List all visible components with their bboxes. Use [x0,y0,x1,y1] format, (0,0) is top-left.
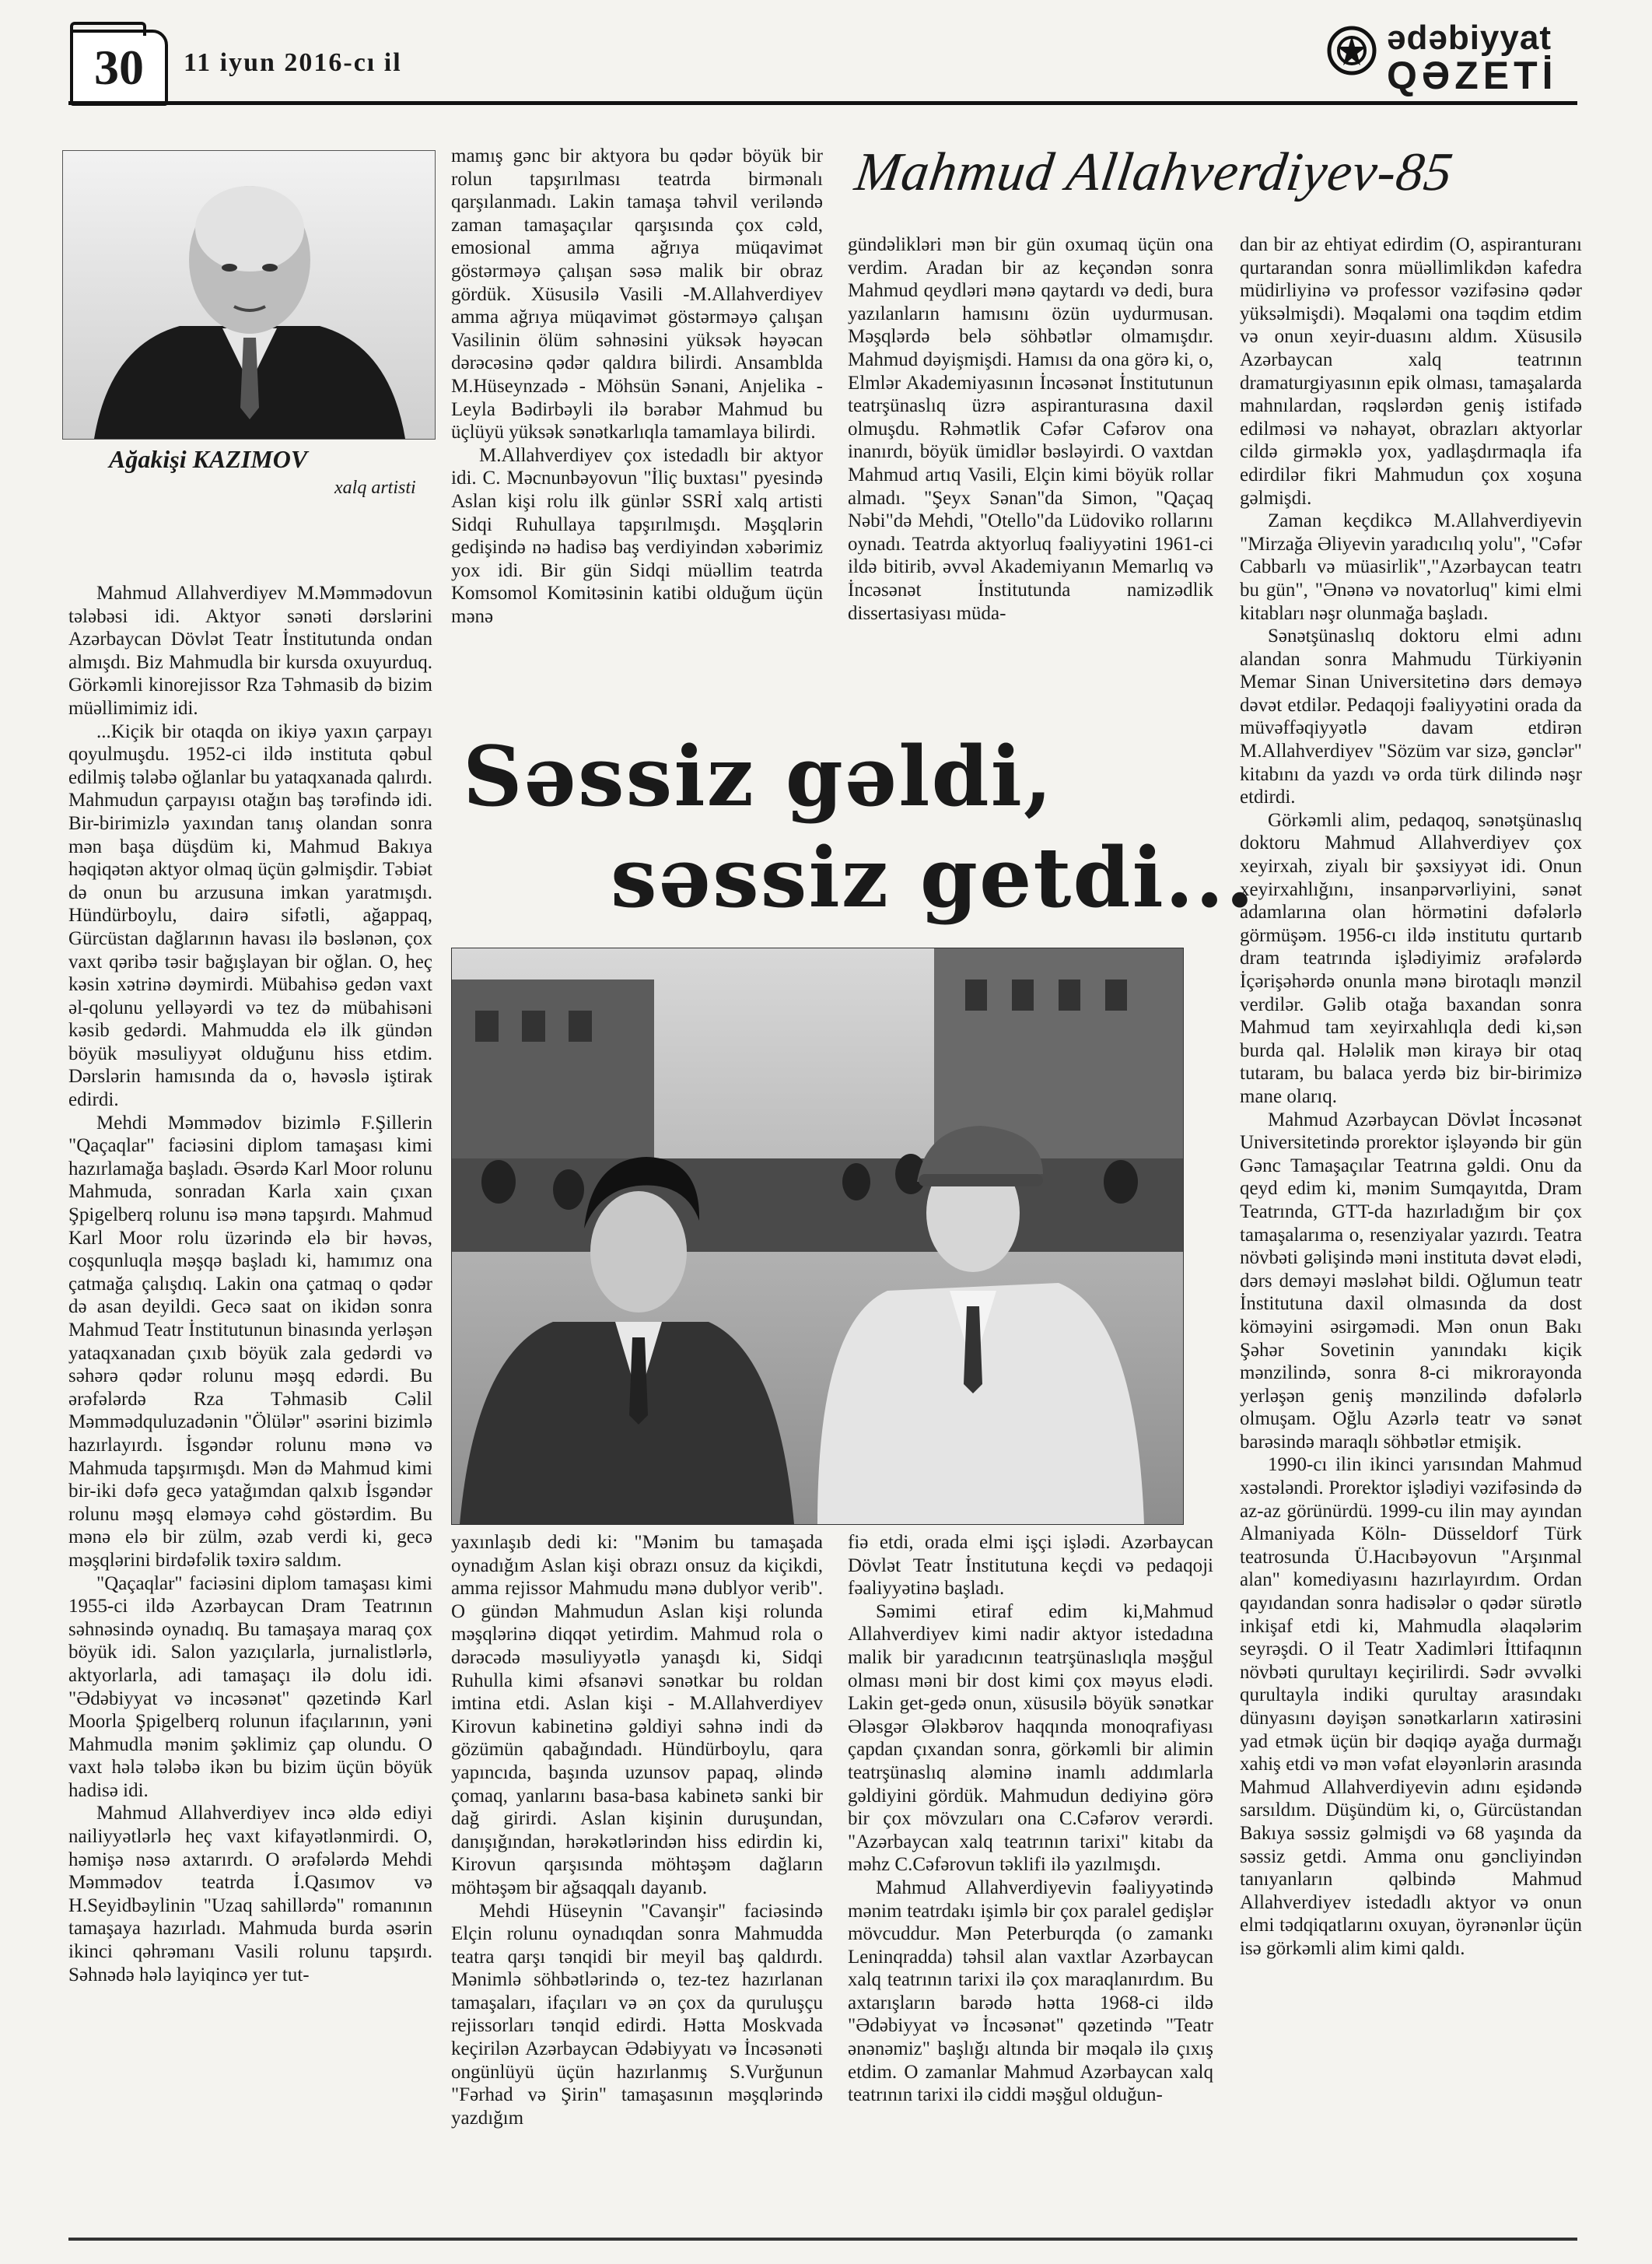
paragraph: mamış gənc bir aktyora bu qədər böyük bir rolun tapşırılması teatrda birmənalı qarşılanmadı. Lakin tamaşa təhvil veriləndə zaman tamaşaçılar qarşısında çox cəld, emosional amma ağrıya müqavimət göstərməyə çalışan səsə malik bir obraz gördük. Xüsusilə Vasili -M.Allahverdiyev amma ağrıya müqavimət göstərməyə çalışan Vasilinin ölüm səhnəsini yüksək həyəcan dərəcəsinə qədər qaldıra bilirdi. Ansamblda M.Hüseynzadə - Möhsün Sənani, Anjelika - Leyla Bədirbəyli ilə bərabər Mahmud bu üçlüyü yüksək sənətkarlıqla tamamlaya bilirdi. [451,145,823,443]
headline-line1: Səssiz gəldi, [463,727,1054,825]
logo-line2: QƏZETİ [1387,54,1558,97]
column-1 [68,582,432,1986]
paragraph: dan bir az ehtiyat edirdim (O, aspiranturanı qurtarandan sonra müəllimlikdən kafedra müdirliyinə və professor vəzifəsinə qədər yüksəlmişdi). Məqaləmi ona təqdim etdim və onun xeyir-duasını aldım. Xüsusilə Azərbaycan xalq teatrının dramaturgiyasının epik olması, tamaşalarda mahnılardan, rəqslərdən geniş istifadə edilməsi və nəhayət, obrazları aktyorlar cildə girməklə yox, yadlaşdırmaqla ifa edirdilər fikri Mahmudun çox xoşuna gəlmişdi. [1240,234,1582,509]
column-3-bottom [848,1531,1213,2107]
issue-date: 11 iyun 2016-cı il [184,48,402,77]
paragraph: Zaman keçdikcə M.Allahverdiyevin "Mirzağa Əliyevin yaradıcılıq yolu", "Cəfər Cabbarlı və müasirlik","Azərbaycan teatrı bu gün", "Ənənə və novatorluq" kimi elmi kitabları nəşr olunmağa başladı. [1240,510,1582,624]
logo-line1: ədəbiyyat [1387,19,1552,57]
column-3-top [848,233,1213,625]
paragraph: Mahmud Allahverdiyev M.Məmmədovun tələbəsi idi. Aktyor sənəti dərslərini Azərbaycan Dövlət Teatr İnstitutunda ondan almışdı. Biz Mahmudla bir kursda oxuyurduq. Görkəmli kinorejissor Rza Təhmasib də bizim müəllimimiz idi. [68,583,432,719]
paragraph: M.Allahverdiyev çox istedadlı bir aktyor idi. C. Məcnunbəyovun "İliç buxtası" pyesində Aslan kişi rolu ilk günlər SSRİ xalq artisti Sidqi Ruhullaya tapşırılmışdı. Məşqlərin gedişində nə hadisə baş verdiyindən xəbərimiz yox idi. Bir gün Sidqi müəllim teatrda Komsomol Komitəsinin katibi olduğum üçün mənə [451,444,823,627]
paragraph: Mehdi Məmmədov bizimlə F.Şillerin "Qaçaqlar" faciəsini diplom tamaşası kimi hazırlamağa başladı. Əsərdə Karl Moor rolunu Mahmuda, sonradan Karla xain çıxan Şpigelberq rolunu isə mənə tapşırdı. Mahmud Karl Moor rolu üzərində elə bir həvəs, coşqunluqla məşqə başladı ki, hamımız ona çatmağa çalışdıq. Lakin ona çatmaq o qədər də asan deyildi. Gecə saat on ikidən sonra Mahmud Teatr İnstitutunun binasında yerləşən yataqxanadan çıxıb böyük zala gedərdi və səhərə qədər rolunu məşq edərdi. Bu ərəfələrdə Rza Təhmasib Cəlil Məmmədquluzadənin "Ölülər" əsərini bizimlə hazırlayırdı. İsgəndər rolunu mənə və Mahmuda tapşırmışdı. Mən də Mahmud kimi bir-iki dəfə gecə yatağımdan qalxıb İsgəndər rolunu məşq eləməyə cəhd göstərdim. Bu mənə elə bir zülm, əzab verdi ki, gecə məşqlərini birdəfəlik təxirə saldım. [68,1112,432,1571]
bottom-rule [68,2238,1577,2241]
paragraph: ...Kiçik bir otaqda on ikiyə yaxın çarpayı qoyulmuşdu. 1952-ci ildə instituta qəbul edilmiş tələbə oğlanlar bu yataqxanada qalırdı. Mahmudun çarpayısı otağın baş tərəfində idi. Bir-birimizlə yaxından tanış olandan sonra mən başa düşdüm ki, Mahmud Bakıya həqiqətən aktyor olmaq üçün gəlmişdir. Təbiət də onun bu arzusuna imkan yaratmışdı. Hündürboylu, dairə sifətli, ağappaq, Gürcüstan dağlarının havası ilə bəslənən, çox vaxt qəribə təsir bağışlayan bir oğlan. O, heç kəsin xətrinə dəymirdi. Mübahisə gedən vaxt əl-qolunu yelləyərdi və tez də mübahisəni kəsib gedərdi. Mahmudda elə ilk gündən böyük məsuliyyət olduğunu hiss etdim. Dərslərin hamısında da o, həvəslə iştirak edirdi. [68,720,432,1111]
page-number [70,30,168,106]
paragraph: gündəlikləri mən bir gün oxumaq üçün ona verdim. Aradan bir az keçəndən sonra Mahmud qeydləri mənə qaytardı və dedi, bura yazılanların hamısını özün uydurmusan. Məşqlərdə belə söhbətlər olmamışdır. Mahmud dəyişmişdi. Hamısı da ona görə ki, o, Elmlər Akademiyasının İncəsənət İnstitutunun teatrşünaslıq üzrə aspiranturasına daxil olmuşdu. Rəhmətlik Cəfər Cəfərov ona inanırdı, böyük ümidlər bəsləyirdi. O vaxtdan Mahmud artıq Vasili, Elçin kimi böyük rollar almadı. "Şeyx Sənan"da Simon, "Qaçaq Nəbi"də Mehdi, "Otello"da Lüdoviko rollarını oynadı. Teatrda aktyorluq fəaliyyətini 1961-ci ildə bitirib, əvvəl Akademiyanın Memarlıq və İncəsənət İnstitutunda namizədlik dissertasiyası müda- [848,234,1213,624]
author-name: Ağakişi KAZIMOV [109,445,308,473]
author-role: xalq artisti [334,478,416,498]
paragraph: Mahmud Azərbaycan Dövlət İncəsənət Universitetində prorektor işləyəndə bir gün Gənc Tamaşaçılar Teatrına gəldi. Onu da qeyd edim ki, mənim Sumqayıtda, Dram Teatrında, GTT-da hazırladığım bir çox tamaşalarıma o, resenziyalar yazırdı. Teatra növbəti gəlişində məni institutа dəvət elədi, dərs deməyi məsləhət bildi. Oğlumun teatr İnstitutuna daxil olmasında da dost köməyini əsirgəmədi. Mən onun Bakı Şəhər Sovetinin yanındakı kiçik mənzilində, sonra 8-ci mikrorayonda yerləşən geniş mənzilində dəfələrlə olmuşam. Oğlu Azərlə teatr və sənət barəsində maraqlı söhbətlər etmişik. [1240,1109,1582,1453]
column-2-top [451,145,823,628]
paragraph: Səmimi etiraf edim ki,Mahmud Allahverdiyev kimi nadir aktyor istedadına malik bir yaradıcının teatrşünaslıqla məşğul olması məni bir dost kimi çox məyus elədi. Lakin get-gedə onun, xüsusilə böyük sənətkar Ələsgər Ələkbərov haqqında monoqrafiyası çapdan çıxandan sonra, görkəmli bir alimin teatrşünaslıq aləminə inamlı addımlarla gəldiyini gördük. Mahmudun dediyinə görə bir çox mövzuları ona C.Cəfərov verərdi. "Azərbaycan xalq teatrının tarixi" kitabı da məhz C.Cəfərovun təklifi ilə yazılmışdı. [848,1600,1213,1876]
header-rule [68,101,1577,105]
author-photo [62,150,436,440]
page-number-text: 30 [94,40,144,95]
paragraph: Mahmud Allahverdiyev incə əldə ediyi nailiyyətlərlə heç vaxt kifayətlənmirdi. O, həmişə nəsə axtarırdı. O ərəfələrdə Mehdi Məmmədov teatrda İ.Qasımov və H.Seyidbəylinin "Uzaq sahillərdə" romanının tamaşaya hazırladı. Mahmuda burda əsərin ikinci qəhrəmanı Vasili rolunu tapşırdı. Səhnədə hələ layiqincə yer tut- [68,1803,432,1985]
paragraph: fiə etdi, orada elmi işçi işlədi. Azərbaycan Dövlət Teatr İnstitutuna keçdi və pedaqoji fəaliyyətinə başladı. [848,1532,1213,1600]
paragraph: 1990-cı ilin ikinci yarısından Mahmud xəstələndi. Prorektor işlədiyi vəzifəsində də az-az görünürdü. 1999-cu ilin may ayından Almaniyada Köln- Düsseldorf Türk teatrosunda Ü.Hacıbəyovun "Arşınmal alan" komediyasını hazırlayırdım. Ordan qayıdandan sonra hadisələr o qədər sürətlə inkişaf etdi ki, Mahmudla əlaqələrim seyrəşdi. O il Teatr Xadimləri İttifaqının növbəti qurultayı keçirilirdi. Sədr əvvəlki qurultayla indiki qurultay arasındakı dünyasını dəyişən sənətkarların xatirəsini yad etmək üçün bir dəqiqə ayağa durmağı xahiş etdi və mən vəfat eləyənlərin arasında Mahmud Allahverdiyevin adını eşidəndə sarsıldım. Düşündüm ki, o, Gürcüstandan Bakıya səssiz gəlmişdi və 68 yaşında da səssiz getdi. Amma onu gəncliyindən tanıyanların qəlbində Mahmud Allahverdiyev istedadlı aktyor və onun elmi tədqiqatlarını oxuyan, öyrənənlər üçün isə görkəmli alim kimi qaldı. [1240,1454,1582,1959]
paragraph: Mahmud Allahverdiyevin fəaliyyətində mənim teatrdakı işimlə bir çox paralel gedişlər mövcuddur. Mən Peterburqda (o zamankı Leninqradda) təhsil alan vaxtlar Azərbaycan xalq teatrının tarixi ilə çox maraqlanırdım. Bu axtarışların barədə hətta 1968-ci ildə "Ədəbiyyat və İncəsənət" qəzetində "Teatr ənənəmiz" başlığı altında bir məqalə ilə çıxış etdim. O zamanlar Mahmud Azərbaycan xalq teatrının tarixi ilə ciddi məşğul olduğun- [848,1877,1213,2106]
column-2-bottom [451,1531,823,2129]
paragraph: Sənətşünaslıq doktoru elmi adını alandan sonra Mahmudu Türkiyənin Memar Sinan Universitetinə dərs deməyə dəvət etdilər. Pedaqoji fəaliyyətini orada da müvəffəqiyyətlə davam etdirən M.Allahverdiyev "Sözüm var sizə, gənclər" kitabını da yazdı və orda türk dilində nəşr etdirdi. [1240,626,1582,808]
newspaper-emblem-icon [1326,25,1377,76]
series-banner: Mahmud Allahverdiyev-85 [851,142,1457,202]
newspaper-logo [1326,17,1583,95]
archive-photo [451,948,1184,1525]
paragraph: yaxınlaşıb dedi ki: "Mənim bu tamaşada oynadığım Aslan kişi obrazı onsuz da kiçikdi, amma rejissor Mahmudu mənə dublyor verib". O gündən Mahmudun Aslan kişi rolunda məşqlərinə diqqət yetirdim. Mahmud rola o dərəcədə məsuliyyətlə yanaşdı ki, Sidqi Ruhulla kimi əfsanəvi sənətkar bu roldan imtina etdi. Aslan kişi - M.Allahverdiyev Kirovun kabinetinə gəldiyi səhnə indi də gözümün qabağındadı. Hündürboylu, qara yapıncıda, başında uzunsov papaq, əlində çomaq, yanlarını basa-basa kabinetə sanki bir dağ girirdi. Aslan kişinin duruşundan, danışığından, hərəkətlərindən hiss edirdin ki, Kirovun qarşısında möhtəşəm dağların möhtəşəm bir ağsaqqalı dayanıb. [451,1532,823,1898]
paragraph: "Qaçaqlar" faciəsini diplom tamaşası kimi 1955-ci ildə Azərbaycan Dram Teatrının səhnəsində oynadıq. Bu tamaşaya maraq çox böyük idi. Salon yazıçılarla, jurnalistlərlə, aktyorlarla, adi tamaşaçı ilə dolu idi. "Ədəbiyyat və incəsənət" qəzetində Karl Moorla Şpigelberq rolunun ifaçılarının, yəni Mahmudla mənim şəklimiz çap olundu. O vaxt hələ tələbə ikən bu bizim üçün böyük hadisə idi. [68,1572,432,1801]
headline-line2: səssiz getdi... [611,829,1256,926]
paragraph: Mehdi Hüseynin "Cavanşir" faciəsində Elçin rolunu oynadıqdan sonra Mahmudda teatra qarşı tənqidi bir meyil baş qaldırdı. Mənimlə söhbətlərində o, tez-tez hazırlanan tamaşaları, ifaçıları və ən çox da quruluşçu rejissorları tənqid edirdi. Hətta Moskvada keçirilən Azərbaycan Ədəbiyyatı və İncəsənəti ongünlüyü üçün hazırlanmış S.Vurğunun "Fərhad və Şirin" tamaşasının məşqlərində yazdığım [451,1900,823,2129]
paragraph: Görkəmli alim, pedaqoq, sənətşünaslıq doktoru Mahmud Allahverdiyev çox xeyirxah, ziyalı bir şəxsiyyət idi. Onun xeyirxahlığını, insanpərvərliyini, sənət adamlarına olan hörmətini dəfələrlə görmüşəm. 1956-cı ildə institutu qurtarıb dram teatrında işlədiyimiz ərəfələrdə İçərişəhərdə onunla mənə birotaqlı mənzil verdilər. Gəlib otağa baxandan sonra Mahmud tam xeyirxahlıqla dedi ki,sən burda qal. Hələlik mən kirayə bir otaq tutaram, bu balaca yerdə biz bir-birimizə mane olarıq. [1240,809,1582,1107]
column-4 [1240,233,1582,1961]
